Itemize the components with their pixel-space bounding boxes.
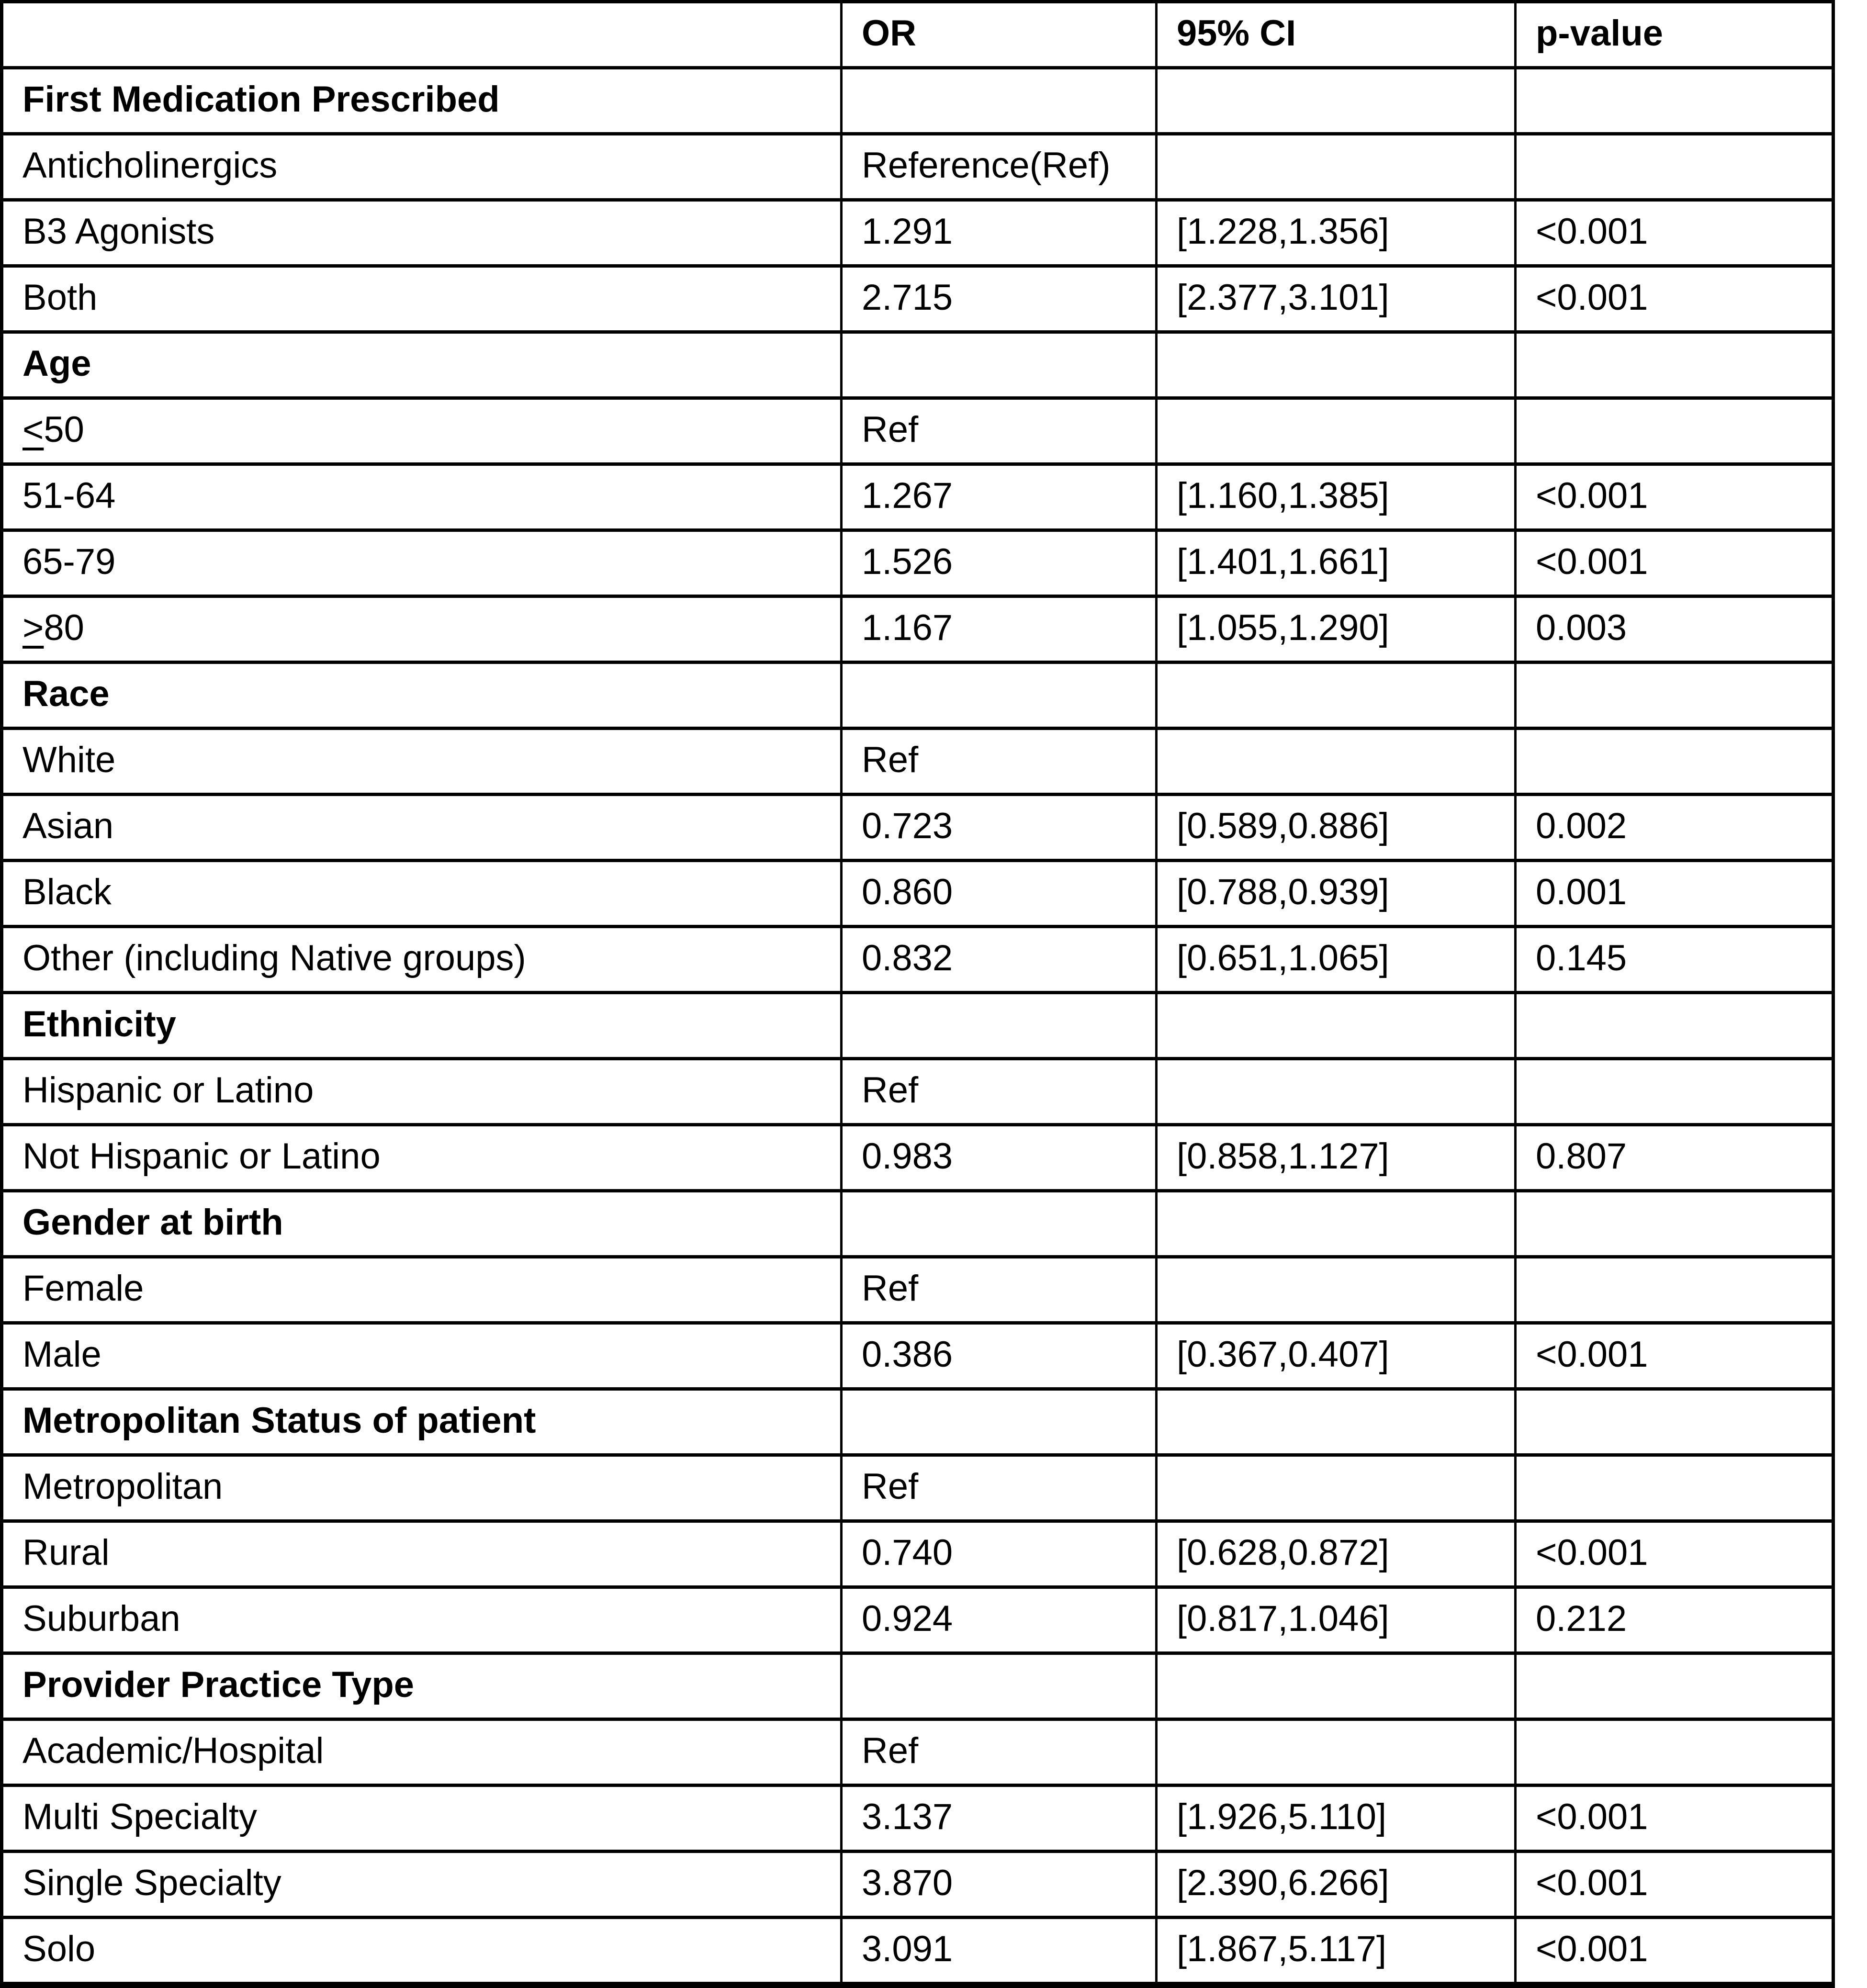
cell-variable: Male (2, 1323, 842, 1389)
header-variable (2, 2, 842, 68)
cell-variable: B3 Agonists (2, 200, 842, 266)
cell-pvalue (1516, 663, 1833, 729)
cell-variable: Black (2, 861, 842, 927)
cell-or: 1.291 (842, 200, 1157, 266)
cell-ci (1157, 1653, 1516, 1719)
cell-or: 0.386 (842, 1323, 1157, 1389)
cell-variable: Gender at birth (2, 1191, 842, 1257)
table-row (2, 1521, 1833, 1587)
cell-pvalue (1516, 993, 1833, 1059)
cell-variable: Age (2, 332, 842, 398)
cell-ci: [1.926,5.110] (1157, 1786, 1516, 1852)
table-row (2, 1191, 1833, 1257)
table-row (2, 729, 1833, 795)
table-row (2, 266, 1833, 332)
cell-ci (1157, 729, 1516, 795)
table-row (2, 134, 1833, 200)
table-row (2, 1852, 1833, 1918)
cell-pvalue: 0.807 (1516, 1125, 1833, 1191)
cell-pvalue (1516, 1059, 1833, 1125)
cell-variable: Suburban (2, 1587, 842, 1653)
cell-ci (1157, 134, 1516, 200)
cell-pvalue: 0.002 (1516, 795, 1833, 861)
cell-or: Ref (842, 729, 1157, 795)
cell-variable: Multi Specialty (2, 1786, 842, 1852)
cell-variable: Metropolitan (2, 1455, 842, 1521)
cell-or: 0.983 (842, 1125, 1157, 1191)
cell-or: 0.860 (842, 861, 1157, 927)
cell-or (842, 1191, 1157, 1257)
table-row (2, 861, 1833, 927)
table-row (2, 1323, 1833, 1389)
cell-variable: Ethnicity (2, 993, 842, 1059)
cell-pvalue (1516, 1653, 1833, 1719)
cell-variable: Asian (2, 795, 842, 861)
cell-pvalue (1516, 1257, 1833, 1323)
cell-ci (1157, 993, 1516, 1059)
cell-ci (1157, 663, 1516, 729)
cell-ci (1157, 68, 1516, 134)
table-row (2, 68, 1833, 134)
cell-ci: [0.589,0.886] (1157, 795, 1516, 861)
cell-ci: [0.788,0.939] (1157, 861, 1516, 927)
cell-or: 0.924 (842, 1587, 1157, 1653)
cell-or: Reference(Ref) (842, 134, 1157, 200)
cell-ci (1157, 1455, 1516, 1521)
cell-or: Ref (842, 1257, 1157, 1323)
cell-or (842, 663, 1157, 729)
cell-or: 0.832 (842, 927, 1157, 993)
cell-or (842, 1389, 1157, 1455)
table-row (2, 1786, 1833, 1852)
cell-variable: Not Hispanic or Latino (2, 1125, 842, 1191)
table-row (2, 1918, 1833, 1985)
table-row (2, 1257, 1833, 1323)
cell-variable: Metropolitan Status of patient (2, 1389, 842, 1455)
table-row (2, 200, 1833, 266)
cell-variable: 65-79 (2, 530, 842, 596)
header-pvalue: p-value (1516, 2, 1833, 68)
cell-ci: [0.858,1.127] (1157, 1125, 1516, 1191)
cell-or: 3.870 (842, 1852, 1157, 1918)
table-row (2, 1587, 1833, 1653)
table-row (2, 398, 1833, 464)
cell-or (842, 993, 1157, 1059)
cell-pvalue (1516, 729, 1833, 795)
table-row (2, 993, 1833, 1059)
cell-pvalue: <0.001 (1516, 530, 1833, 596)
header-or: OR (842, 2, 1157, 68)
cell-or: 0.723 (842, 795, 1157, 861)
cell-variable: Race (2, 663, 842, 729)
table-row (2, 1059, 1833, 1125)
cell-variable: Academic/Hospital (2, 1719, 842, 1786)
cell-pvalue: <0.001 (1516, 1786, 1833, 1852)
table-row (2, 1653, 1833, 1719)
cell-pvalue: 0.001 (1516, 861, 1833, 927)
table-row (2, 1125, 1833, 1191)
cell-or: 3.091 (842, 1918, 1157, 1985)
table-row (2, 663, 1833, 729)
underlined-inequality-sign: < (22, 409, 44, 450)
cell-pvalue: <0.001 (1516, 200, 1833, 266)
cell-pvalue: 0.145 (1516, 927, 1833, 993)
cell-variable: White (2, 729, 842, 795)
table-row (2, 530, 1833, 596)
cell-pvalue: <0.001 (1516, 464, 1833, 530)
cell-or: 1.167 (842, 596, 1157, 663)
cell-variable: Female (2, 1257, 842, 1323)
cell-or (842, 332, 1157, 398)
cell-ci: [1.401,1.661] (1157, 530, 1516, 596)
cell-ci: [2.377,3.101] (1157, 266, 1516, 332)
cell-pvalue (1516, 398, 1833, 464)
cell-or: Ref (842, 398, 1157, 464)
table-row (2, 927, 1833, 993)
cell-ci (1157, 1389, 1516, 1455)
cell-ci (1157, 1257, 1516, 1323)
cell-variable: Provider Practice Type (2, 1653, 842, 1719)
cell-or: 0.740 (842, 1521, 1157, 1587)
cell-variable: Both (2, 266, 842, 332)
cell-variable: Solo (2, 1918, 842, 1985)
cell-variable: Hispanic or Latino (2, 1059, 842, 1125)
cell-pvalue: <0.001 (1516, 1521, 1833, 1587)
cell-or: Ref (842, 1455, 1157, 1521)
cell-pvalue (1516, 1389, 1833, 1455)
cell-ci (1157, 1719, 1516, 1786)
cell-or: 2.715 (842, 266, 1157, 332)
cell-pvalue (1516, 1191, 1833, 1257)
cell-ci: [0.651,1.065] (1157, 927, 1516, 993)
cell-ci: [0.817,1.046] (1157, 1587, 1516, 1653)
table-row (2, 596, 1833, 663)
cell-pvalue: <0.001 (1516, 1323, 1833, 1389)
cell-variable: Anticholinergics (2, 134, 842, 200)
cell-pvalue: <0.001 (1516, 266, 1833, 332)
cell-ci (1157, 1059, 1516, 1125)
cell-ci (1157, 398, 1516, 464)
cell-pvalue (1516, 1455, 1833, 1521)
cell-ci (1157, 1191, 1516, 1257)
cell-ci: [1.228,1.356] (1157, 200, 1516, 266)
cell-or: Ref (842, 1719, 1157, 1786)
cell-ci: [2.390,6.266] (1157, 1852, 1516, 1918)
cell-or: 1.267 (842, 464, 1157, 530)
cell-variable: Single Specialty (2, 1852, 842, 1918)
table-row (2, 1455, 1833, 1521)
cell-or (842, 1653, 1157, 1719)
cell-variable: 51-64 (2, 464, 842, 530)
cell-or: Ref (842, 1059, 1157, 1125)
cell-variable: First Medication Prescribed (2, 68, 842, 134)
cell-pvalue (1516, 332, 1833, 398)
cell-pvalue: <0.001 (1516, 1852, 1833, 1918)
cell-pvalue (1516, 1719, 1833, 1786)
header-ci: 95% CI (1157, 2, 1516, 68)
cell-variable: Rural (2, 1521, 842, 1587)
cell-ci (1157, 332, 1516, 398)
cell-ci: [1.160,1.385] (1157, 464, 1516, 530)
cell-variable: >80 (2, 596, 842, 663)
cell-or: 3.137 (842, 1786, 1157, 1852)
cell-pvalue (1516, 68, 1833, 134)
cell-pvalue: 0.003 (1516, 596, 1833, 663)
table-row (2, 1389, 1833, 1455)
table-row (2, 332, 1833, 398)
cell-pvalue (1516, 134, 1833, 200)
table-row (2, 795, 1833, 861)
cell-ci: [0.628,0.872] (1157, 1521, 1516, 1587)
cell-variable: <50 (2, 398, 842, 464)
table-row (2, 1719, 1833, 1786)
cell-variable: Other (including Native groups) (2, 927, 842, 993)
cell-pvalue: <0.001 (1516, 1918, 1833, 1985)
cell-or (842, 68, 1157, 134)
header-row (2, 2, 1833, 68)
table-row (2, 464, 1833, 530)
cell-ci: [1.055,1.290] (1157, 596, 1516, 663)
cell-ci: [0.367,0.407] (1157, 1323, 1516, 1389)
underlined-inequality-sign: > (22, 607, 44, 648)
cell-ci: [1.867,5.117] (1157, 1918, 1516, 1985)
cell-pvalue: 0.212 (1516, 1587, 1833, 1653)
cell-or: 1.526 (842, 530, 1157, 596)
